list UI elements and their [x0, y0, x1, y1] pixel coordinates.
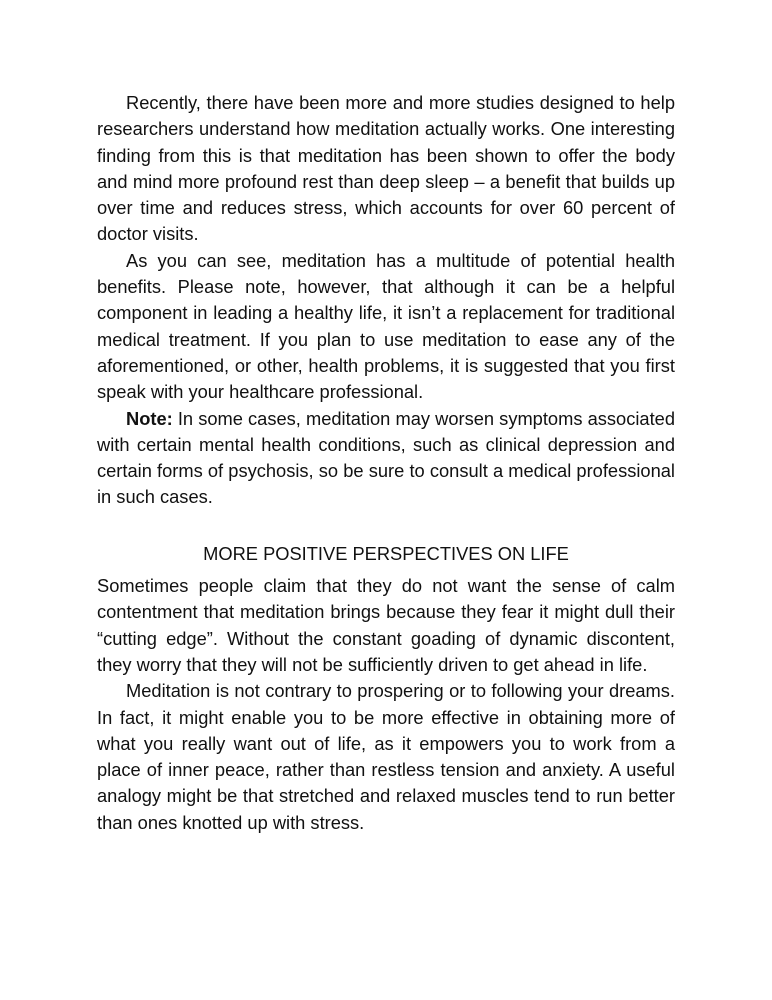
section-spacer — [97, 511, 675, 541]
note-paragraph — [97, 406, 675, 511]
paragraph-health-benefits: As you can see, meditation has a multitude of potential health benefits. Please note, however, that although it can be a helpful component in leading a healthy life, it isn’t a replacement for traditional medical treatment. If you plan to use meditation to ease any of the aforementioned, or other, health problems, it is suggested that you first speak with your healthcare professional. — [97, 249, 675, 403]
paragraph-meditation-studies: Recently, there have been more and more studies designed to help researchers understand how meditation actually works. One interesting finding from this is that meditation has been shown to offer the body and mind more profound rest than deep sleep – a benefit that builds up over time and reduces stress, which accounts for over 60 percent of doctor visits. — [97, 92, 675, 245]
paragraph-prospering: Meditation is not contrary to prospering or to following your dreams. In fact, it might enable you to be more effective in obtaining more of what you really want out of life, as it empowers you to work from a place of inner peace, rather than restless tension and anxiety. A useful analogy might be that stretched and relaxed muscles tend to run better than ones knotted up with stress. — [97, 680, 675, 833]
section-heading: MORE POSITIVE PERSPECTIVES ON LIFE — [203, 542, 569, 564]
note-label: Note: — [126, 407, 173, 429]
note-text: In some cases, meditation may worsen symptoms associated with certain mental health conditions, such as clinical depression and certain forms of psychosis, so be sure to consult a medical professional in such cases. — [97, 407, 675, 508]
document-page — [97, 90, 675, 836]
paragraph-cutting-edge: Sometimes people claim that they do not want the sense of calm contentment that meditation brings because they fear it might dull their “cutting edge”. Without the constant goading of dynamic discontent, they worry that they will not be sufficiently driven to get ahead in life. — [97, 575, 675, 675]
